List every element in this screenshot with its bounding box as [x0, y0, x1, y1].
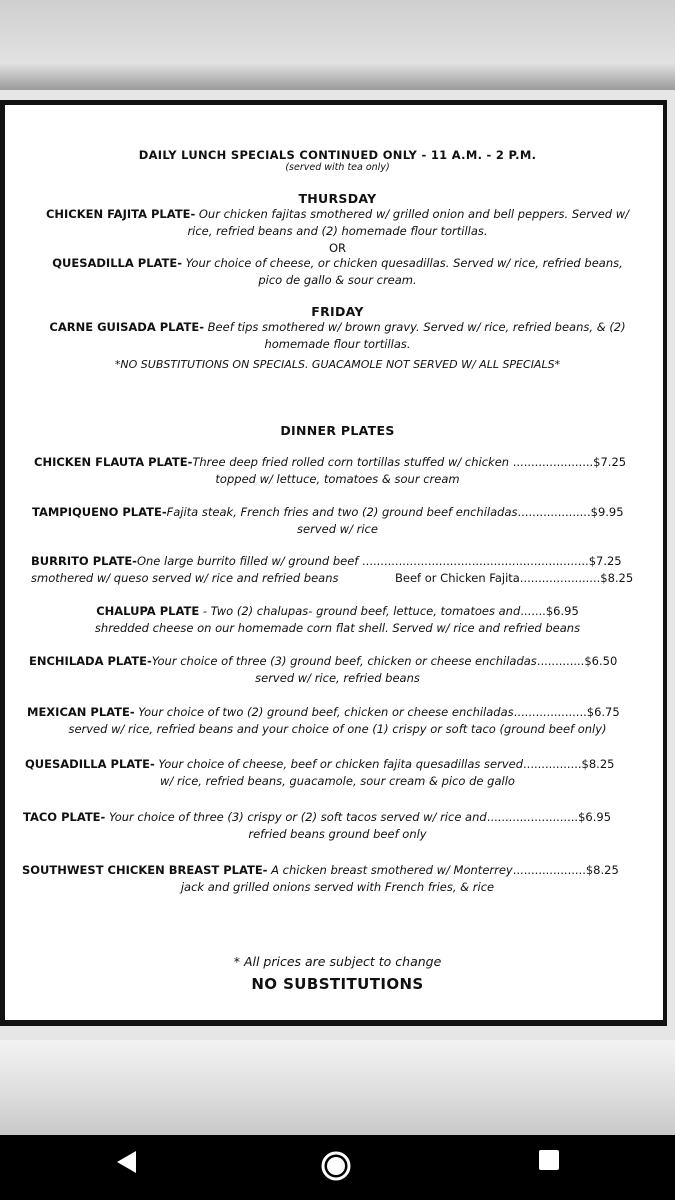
dinner-item-flauta	[34, 455, 626, 469]
dinner-item-burrito-desc: smothered w/ queso served w/ rice and refried beans	[31, 571, 339, 585]
lunch-title: DAILY LUNCH SPECIALS CONTINUED ONLY - 11 A.M. - 2 P.M.	[138, 148, 537, 162]
item-price: $8.25	[585, 863, 619, 877]
item-name: ENCHILADA PLATE-	[29, 654, 152, 668]
item-name: BURRITO PLATE-	[31, 554, 137, 568]
home-button[interactable]	[316, 1149, 356, 1185]
dinner-item-quesadilla	[25, 757, 614, 771]
item-name: QUESADILLA PLATE-	[25, 757, 155, 771]
specials-note: *NO SUBSTITUTIONS ON SPECIALS. GUACAMOLE NOT SERVED W/ ALL SPECIALS*	[114, 358, 561, 371]
dinner-item-taco-desc: refried beans ground beef only	[248, 827, 427, 841]
dinner-item-tampiqueno	[32, 505, 624, 519]
price-disclaimer: * All prices are subject to change	[233, 954, 442, 969]
dinner-item-mexican	[27, 705, 620, 719]
item-desc: Beef or Chicken Fajita	[395, 571, 520, 585]
item-price: $6.95	[578, 810, 612, 824]
friday-item	[0, 320, 675, 334]
thursday-item-2	[0, 256, 675, 270]
item-desc: Your choice of three (3) ground beef, chicken or cheese enchiladas	[151, 654, 537, 668]
item-price: $8.25	[600, 571, 634, 585]
item-name: MEXICAN PLATE-	[27, 705, 135, 719]
dinner-item-chalupa	[0, 604, 675, 618]
item-name: SOUTHWEST CHICKEN BREAST PLATE-	[22, 863, 268, 877]
leader-dots: ....................	[513, 705, 587, 719]
leader-dots: ......................	[512, 455, 594, 469]
dinner-item-mexican-desc: served w/ rice, refried beans and your choice of one (1) crispy or soft taco (ground beef only)	[68, 722, 607, 736]
dinner-item-burrito	[31, 554, 622, 568]
item-price: $7.25	[588, 554, 622, 568]
lunch-subtitle: (served with tea only)	[285, 162, 390, 173]
item-desc: Our chicken fajitas smothered w/ grilled onion and bell peppers. Served w/	[195, 207, 630, 221]
leader-dots: .........................	[486, 810, 579, 824]
recents-icon	[538, 1149, 560, 1171]
photo-background-bottom	[0, 1040, 675, 1135]
thursday-item-1	[0, 207, 675, 221]
leader-dots: ................	[523, 757, 582, 771]
item-name: TACO PLATE-	[23, 810, 106, 824]
item-desc: Three deep fried rolled corn tortillas stuffed w/ chicken	[192, 455, 513, 469]
thursday-heading: THURSDAY	[298, 191, 377, 206]
item-desc: Your choice of three (3) crispy or (2) soft tacos served w/ rice and	[105, 810, 487, 824]
back-icon	[114, 1149, 138, 1175]
item-desc: Your choice of cheese, beef or chicken fajita quesadillas served	[154, 757, 524, 771]
item-name: CARNE GUISADA PLATE-	[49, 320, 204, 334]
item-desc: Your choice of cheese, or chicken quesadillas. Served w/ rice, refried beans,	[182, 256, 623, 270]
dinner-item-burrito-fajita	[395, 571, 633, 585]
item-desc: One large burrito filled w/ ground beef	[136, 554, 363, 568]
item-name: QUESADILLA PLATE-	[52, 256, 183, 270]
dinner-item-southwest-desc: jack and grilled onions served with French fries, & rice	[180, 880, 495, 894]
back-button[interactable]	[106, 1149, 146, 1185]
no-substitutions: NO SUBSTITUTIONS	[251, 975, 424, 993]
item-desc: A chicken breast smothered w/ Monterrey	[267, 863, 513, 877]
leader-dots: ..............................................................	[362, 554, 589, 568]
item-desc: Your choice of two (2) ground beef, chicken or cheese enchiladas	[134, 705, 514, 719]
friday-item-desc: homemade flour tortillas.	[264, 337, 411, 351]
thursday-item-2-desc: pico de gallo & sour cream.	[258, 273, 417, 287]
recents-button[interactable]	[529, 1149, 569, 1185]
item-price: $6.50	[584, 654, 618, 668]
item-price: $9.95	[590, 505, 624, 519]
dinner-item-taco	[23, 810, 611, 824]
item-price: $8.25	[581, 757, 615, 771]
dinner-item-enchilada-desc: served w/ rice, refried beans	[255, 671, 420, 685]
friday-heading: FRIDAY	[311, 304, 364, 319]
item-price: $6.95	[545, 604, 579, 618]
item-desc: Beef tips smothered w/ brown gravy. Served w/ rice, refried beans, & (2)	[204, 320, 626, 334]
navigation-bar	[0, 1135, 675, 1200]
leader-dots: .............	[536, 654, 585, 668]
item-desc: - Two (2) chalupas- ground beef, lettuce, tomatoes and	[199, 604, 521, 618]
dinner-item-enchilada	[29, 654, 617, 668]
item-name: TAMPIQUENO PLATE-	[32, 505, 167, 519]
leader-dots: ......................	[519, 571, 601, 585]
leader-dots: ....................	[517, 505, 591, 519]
photo-background-top	[0, 0, 675, 90]
dinner-item-flauta-desc: topped w/ lettuce, tomatoes & sour cream	[215, 472, 460, 486]
or-separator: OR	[328, 241, 347, 255]
item-price: $6.75	[586, 705, 620, 719]
item-name: CHALUPA PLATE	[96, 604, 200, 618]
thursday-item-1-desc: rice, refried beans and (2) homemade flour tortillas.	[187, 224, 488, 238]
dinner-item-chalupa-desc: shredded cheese on our homemade corn flat shell. Served w/ rice and refried beans	[94, 621, 581, 635]
dinner-item-quesadilla-desc: w/ rice, refried beans, guacamole, sour cream & pico de gallo	[160, 774, 515, 788]
dinner-item-southwest	[22, 863, 619, 877]
dinner-heading: DINNER PLATES	[280, 423, 395, 438]
dinner-item-tampiqueno-desc: served w/ rice	[297, 522, 378, 536]
item-name: CHICKEN FAJITA PLATE-	[45, 207, 196, 221]
leader-dots: .......	[520, 604, 546, 618]
leader-dots: ....................	[512, 863, 586, 877]
item-desc: Fajita steak, French fries and two (2) ground beef enchiladas	[166, 505, 518, 519]
item-price: $7.25	[593, 455, 627, 469]
home-icon	[319, 1149, 353, 1183]
item-name: CHICKEN FLAUTA PLATE-	[34, 455, 193, 469]
